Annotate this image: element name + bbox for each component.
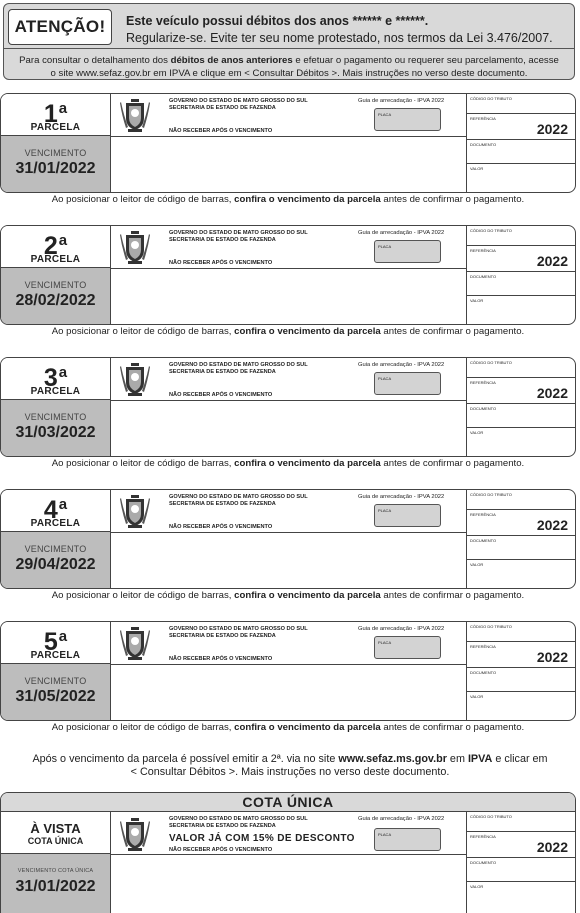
instructions-text: o site www.sefaz.gov.br em IPVA e clique em < Consultar Débitos >. Mais instruções no verso deste documento. — [50, 68, 528, 79]
tax-code-label: CÓDIGO DO TRIBUTO — [470, 814, 512, 819]
issuer-line: GOVERNO DO ESTADO DE MATO GROSSO DO SUL — [169, 816, 308, 822]
instruction-text: antes de confirmar o pagamento. — [380, 722, 525, 733]
slip-box — [0, 489, 576, 589]
coat-of-arms-icon — [120, 495, 150, 528]
ipva-label: IPVA — [467, 753, 493, 765]
value-label: VALOR — [470, 430, 484, 435]
document-field — [467, 272, 576, 296]
instruction-text: Ao posicionar o leitor de código de barras, — [51, 722, 235, 733]
due-date: 29/04/2022 — [15, 556, 96, 573]
instruction-emphasis: confira o vencimento da parcela — [234, 194, 381, 205]
debt-warning: Este veículo possui débitos dos anos ****** e ******. — [126, 14, 429, 28]
reference-label: REFERÊNCIA — [470, 834, 496, 839]
parcel-number-box — [1, 490, 111, 532]
reference-label: REFERÊNCIA — [470, 512, 496, 517]
guia-label: Guia de arrecadação - IPVA 2022 — [358, 626, 445, 632]
tax-code-field — [467, 490, 576, 510]
guia-label: Guia de arrecadação - IPVA 2022 — [358, 494, 445, 500]
document-field — [467, 858, 576, 882]
note-text: Após o vencimento da parcela é possível emitir a 2ª. via no site — [32, 753, 339, 765]
tax-code-label: CÓDIGO DO TRIBUTO — [470, 360, 512, 365]
issuer-line: GOVERNO DO ESTADO DE MATO GROSSO DO SUL — [169, 362, 308, 368]
guia-label: Guia de arrecadação - IPVA 2022 — [358, 362, 445, 368]
slip-box — [0, 621, 576, 721]
issuer-line: GOVERNO DO ESTADO DE MATO GROSSO DO SUL — [169, 98, 308, 104]
due-date: 31/01/2022 — [15, 878, 96, 895]
reference-label: REFERÊNCIA — [470, 248, 496, 253]
value-field — [467, 560, 576, 589]
instruction-text: Ao posicionar o leitor de código de barras, — [51, 326, 235, 337]
issuer — [169, 494, 308, 508]
barcode-area — [111, 664, 466, 721]
parcel-ordinal: a — [58, 496, 68, 513]
slip-box — [0, 93, 576, 193]
instruction-text: Ao posicionar o leitor de código de barras, — [51, 590, 235, 601]
document-label: DOCUMENTO — [470, 142, 497, 147]
reference-field — [467, 510, 576, 536]
reference-field — [467, 642, 576, 668]
document-label: DOCUMENTO — [470, 860, 497, 865]
document-label: DOCUMENTO — [470, 538, 497, 543]
due-label: VENCIMENTO COTA ÚNICA — [17, 868, 94, 874]
tax-code-label: CÓDIGO DO TRIBUTO — [470, 228, 512, 233]
barcode-instruction — [0, 193, 576, 206]
due-date: 31/03/2022 — [15, 424, 96, 441]
instructions-text: Para consultar o detalhamento dos — [19, 55, 171, 66]
cota-unica-label: COTA ÚNICA — [27, 836, 84, 846]
issuer — [169, 626, 308, 640]
parcel-label: PARCELA — [30, 254, 81, 265]
value-label: VALOR — [470, 884, 484, 889]
due-label: VENCIMENTO — [24, 280, 87, 290]
parcel-number-box — [1, 226, 111, 268]
issuer-line: SECRETARIA DE ESTADO DE FAZENDA — [169, 237, 276, 243]
a-vista-box — [1, 812, 111, 854]
reference-label: REFERÊNCIA — [470, 644, 496, 649]
reference-field — [467, 114, 576, 140]
coat-of-arms-icon — [120, 231, 150, 264]
value-field — [467, 882, 576, 913]
plate-field — [374, 636, 441, 659]
issuer-line: SECRETARIA DE ESTADO DE FAZENDA — [169, 823, 276, 829]
instruction-text: antes de confirmar o pagamento. — [380, 458, 525, 469]
due-date-box — [1, 664, 111, 721]
reference-field — [467, 832, 576, 858]
tax-code-field — [467, 358, 576, 378]
due-date: 31/05/2022 — [15, 688, 96, 705]
coat-of-arms-icon — [120, 818, 150, 851]
barcode-area — [111, 136, 466, 193]
reference-field — [467, 246, 576, 272]
barcode-instruction — [0, 589, 576, 602]
parcel-number-box — [1, 622, 111, 664]
no-receive-after-due: NÃO RECEBER APÓS O VENCIMENTO — [169, 656, 273, 662]
due-label: VENCIMENTO — [24, 412, 87, 422]
tax-code-field — [467, 812, 576, 832]
issuer-line: GOVERNO DO ESTADO DE MATO GROSSO DO SUL — [169, 230, 308, 236]
parcel-number-digit: 5 — [43, 628, 58, 656]
plate-label: PLACA — [378, 640, 392, 645]
parcel-number-digit: 1 — [43, 100, 58, 128]
parcel-number-box — [1, 94, 111, 136]
parcel-slip-4 — [0, 489, 576, 602]
plate-field — [374, 108, 441, 131]
reference-label: REFERÊNCIA — [470, 116, 496, 121]
guia-label: Guia de arrecadação - IPVA 2022 — [358, 98, 445, 104]
issuer-line: SECRETARIA DE ESTADO DE FAZENDA — [169, 369, 276, 375]
parcel-slip-1 — [0, 93, 576, 206]
document-field — [467, 140, 576, 164]
plate-label: PLACA — [378, 376, 392, 381]
reference-value: 2022 — [536, 517, 568, 533]
due-date-box — [1, 400, 111, 457]
no-receive-after-due: NÃO RECEBER APÓS O VENCIMENTO — [169, 847, 273, 853]
parcel-label: PARCELA — [30, 518, 81, 529]
value-label: VALOR — [470, 694, 484, 699]
plate-label: PLACA — [378, 112, 392, 117]
discount-note: VALOR JÁ COM 15% DE DESCONTO — [169, 833, 355, 844]
parcel-number-digit: 3 — [43, 364, 58, 392]
coat-of-arms-icon — [120, 99, 150, 132]
reference-value: 2022 — [536, 385, 568, 401]
parcel-ordinal: a — [58, 364, 68, 381]
due-date-box — [1, 136, 111, 193]
guia-label: Guia de arrecadação - IPVA 2022 — [358, 816, 445, 822]
payment-fields — [466, 812, 576, 913]
tax-code-field — [467, 226, 576, 246]
tax-code-field — [467, 94, 576, 114]
issuer-line: GOVERNO DO ESTADO DE MATO GROSSO DO SUL — [169, 626, 308, 632]
document-field — [467, 404, 576, 428]
instruction-text: Ao posicionar o leitor de código de barras, — [51, 194, 235, 205]
note-text: e clicar em — [492, 753, 548, 765]
issuer — [169, 362, 308, 376]
coat-of-arms-icon — [120, 627, 150, 660]
parcel-ordinal: a — [58, 232, 68, 249]
protest-warning: Regularize-se. Evite ter seu nome protestado, nos termos da Lei 3.476/2007. — [126, 31, 553, 45]
barcode-area — [111, 268, 466, 325]
payment-fields — [466, 226, 576, 325]
value-field — [467, 296, 576, 325]
reference-value: 2022 — [536, 253, 568, 269]
instruction-text: antes de confirmar o pagamento. — [380, 590, 525, 601]
tax-code-label: CÓDIGO DO TRIBUTO — [470, 624, 512, 629]
issuer — [169, 98, 308, 112]
a-vista-label: À VISTA — [30, 821, 81, 836]
instructions-emphasis: débitos de anos anteriores — [170, 55, 293, 66]
instruction-emphasis: confira o vencimento da parcela — [234, 722, 381, 733]
issuer-line: SECRETARIA DE ESTADO DE FAZENDA — [169, 105, 276, 111]
value-field — [467, 164, 576, 193]
reference-value: 2022 — [536, 649, 568, 665]
instruction-text: antes de confirmar o pagamento. — [380, 326, 525, 337]
issuer-line: GOVERNO DO ESTADO DE MATO GROSSO DO SUL — [169, 494, 308, 500]
plate-label: PLACA — [378, 244, 392, 249]
due-date-box — [1, 532, 111, 589]
barcode-area — [111, 532, 466, 589]
reference-value: 2022 — [536, 839, 568, 855]
plate-field — [374, 240, 441, 263]
document-label: DOCUMENTO — [470, 670, 497, 675]
instruction-emphasis: confira o vencimento da parcela — [234, 326, 381, 337]
reference-value: 2022 — [536, 121, 568, 137]
due-label: VENCIMENTO — [24, 544, 87, 554]
instruction-text: Ao posicionar o leitor de código de barras, — [51, 458, 235, 469]
second-copy-note — [8, 753, 572, 779]
parcel-ordinal: a — [58, 628, 68, 645]
instruction-text: antes de confirmar o pagamento. — [380, 194, 525, 205]
single-payment-slip — [0, 792, 576, 913]
note-text: em — [446, 753, 468, 765]
issuer — [169, 816, 308, 830]
parcel-number-box — [1, 358, 111, 400]
parcel-label: PARCELA — [30, 650, 81, 661]
instructions-text: e efetuar o pagamento ou requerer seu parcelamento, acesse — [292, 55, 559, 66]
parcel-slip-5 — [0, 621, 576, 734]
tax-code-label: CÓDIGO DO TRIBUTO — [470, 492, 512, 497]
barcode-area — [111, 854, 466, 913]
plate-field — [374, 372, 441, 395]
sefaz-site: www.sefaz.ms.gov.br — [338, 753, 447, 765]
plate-field — [374, 828, 441, 851]
barcode-instruction — [0, 457, 576, 470]
reference-field — [467, 378, 576, 404]
payment-fields — [466, 490, 576, 589]
instruction-emphasis: confira o vencimento da parcela — [234, 590, 381, 601]
parcel-ordinal: a — [58, 100, 68, 117]
barcode-instruction — [0, 721, 576, 734]
notice-header — [4, 4, 574, 49]
payment-fields — [466, 94, 576, 193]
parcel-label: PARCELA — [30, 122, 81, 133]
document-field — [467, 668, 576, 692]
parcel-label: PARCELA — [30, 386, 81, 397]
instruction-emphasis: confira o vencimento da parcela — [234, 458, 381, 469]
tax-code-label: CÓDIGO DO TRIBUTO — [470, 96, 512, 101]
parcel-number-digit: 4 — [43, 496, 58, 524]
due-date-box — [1, 268, 111, 325]
value-label: VALOR — [470, 298, 484, 303]
no-receive-after-due: NÃO RECEBER APÓS O VENCIMENTO — [169, 524, 273, 530]
note-text: < Consultar Débitos >. Mais instruções no verso deste documento. — [130, 766, 450, 778]
slip-box — [0, 225, 576, 325]
payment-fields — [466, 622, 576, 721]
reference-label: REFERÊNCIA — [470, 380, 496, 385]
document-label: DOCUMENTO — [470, 406, 497, 411]
value-field — [467, 428, 576, 457]
document-label: DOCUMENTO — [470, 274, 497, 279]
issuer — [169, 230, 308, 244]
no-receive-after-due: NÃO RECEBER APÓS O VENCIMENTO — [169, 392, 273, 398]
parcel-slip-2 — [0, 225, 576, 338]
coat-of-arms-icon — [120, 363, 150, 396]
payment-fields — [466, 358, 576, 457]
due-date-box — [1, 854, 111, 913]
parcel-number-digit: 2 — [43, 232, 58, 260]
barcode-instruction — [0, 325, 576, 338]
value-label: VALOR — [470, 562, 484, 567]
due-date: 28/02/2022 — [15, 292, 96, 309]
tax-code-field — [467, 622, 576, 642]
value-field — [467, 692, 576, 721]
due-label: VENCIMENTO — [24, 676, 87, 686]
attention-badge: ATENÇÃO! — [8, 9, 112, 45]
plate-field — [374, 504, 441, 527]
debt-notice — [3, 3, 575, 80]
barcode-area — [111, 400, 466, 457]
due-label: VENCIMENTO — [24, 148, 87, 158]
consult-instructions — [10, 54, 568, 80]
slip-box — [0, 357, 576, 457]
no-receive-after-due: NÃO RECEBER APÓS O VENCIMENTO — [169, 128, 273, 134]
single-payment-title: COTA ÚNICA — [1, 793, 575, 812]
no-receive-after-due: NÃO RECEBER APÓS O VENCIMENTO — [169, 260, 273, 266]
guia-label: Guia de arrecadação - IPVA 2022 — [358, 230, 445, 236]
issuer-line: SECRETARIA DE ESTADO DE FAZENDA — [169, 633, 276, 639]
plate-label: PLACA — [378, 832, 392, 837]
due-date: 31/01/2022 — [15, 160, 96, 177]
plate-label: PLACA — [378, 508, 392, 513]
value-label: VALOR — [470, 166, 484, 171]
parcel-slip-3 — [0, 357, 576, 470]
document-field — [467, 536, 576, 560]
issuer-line: SECRETARIA DE ESTADO DE FAZENDA — [169, 501, 276, 507]
